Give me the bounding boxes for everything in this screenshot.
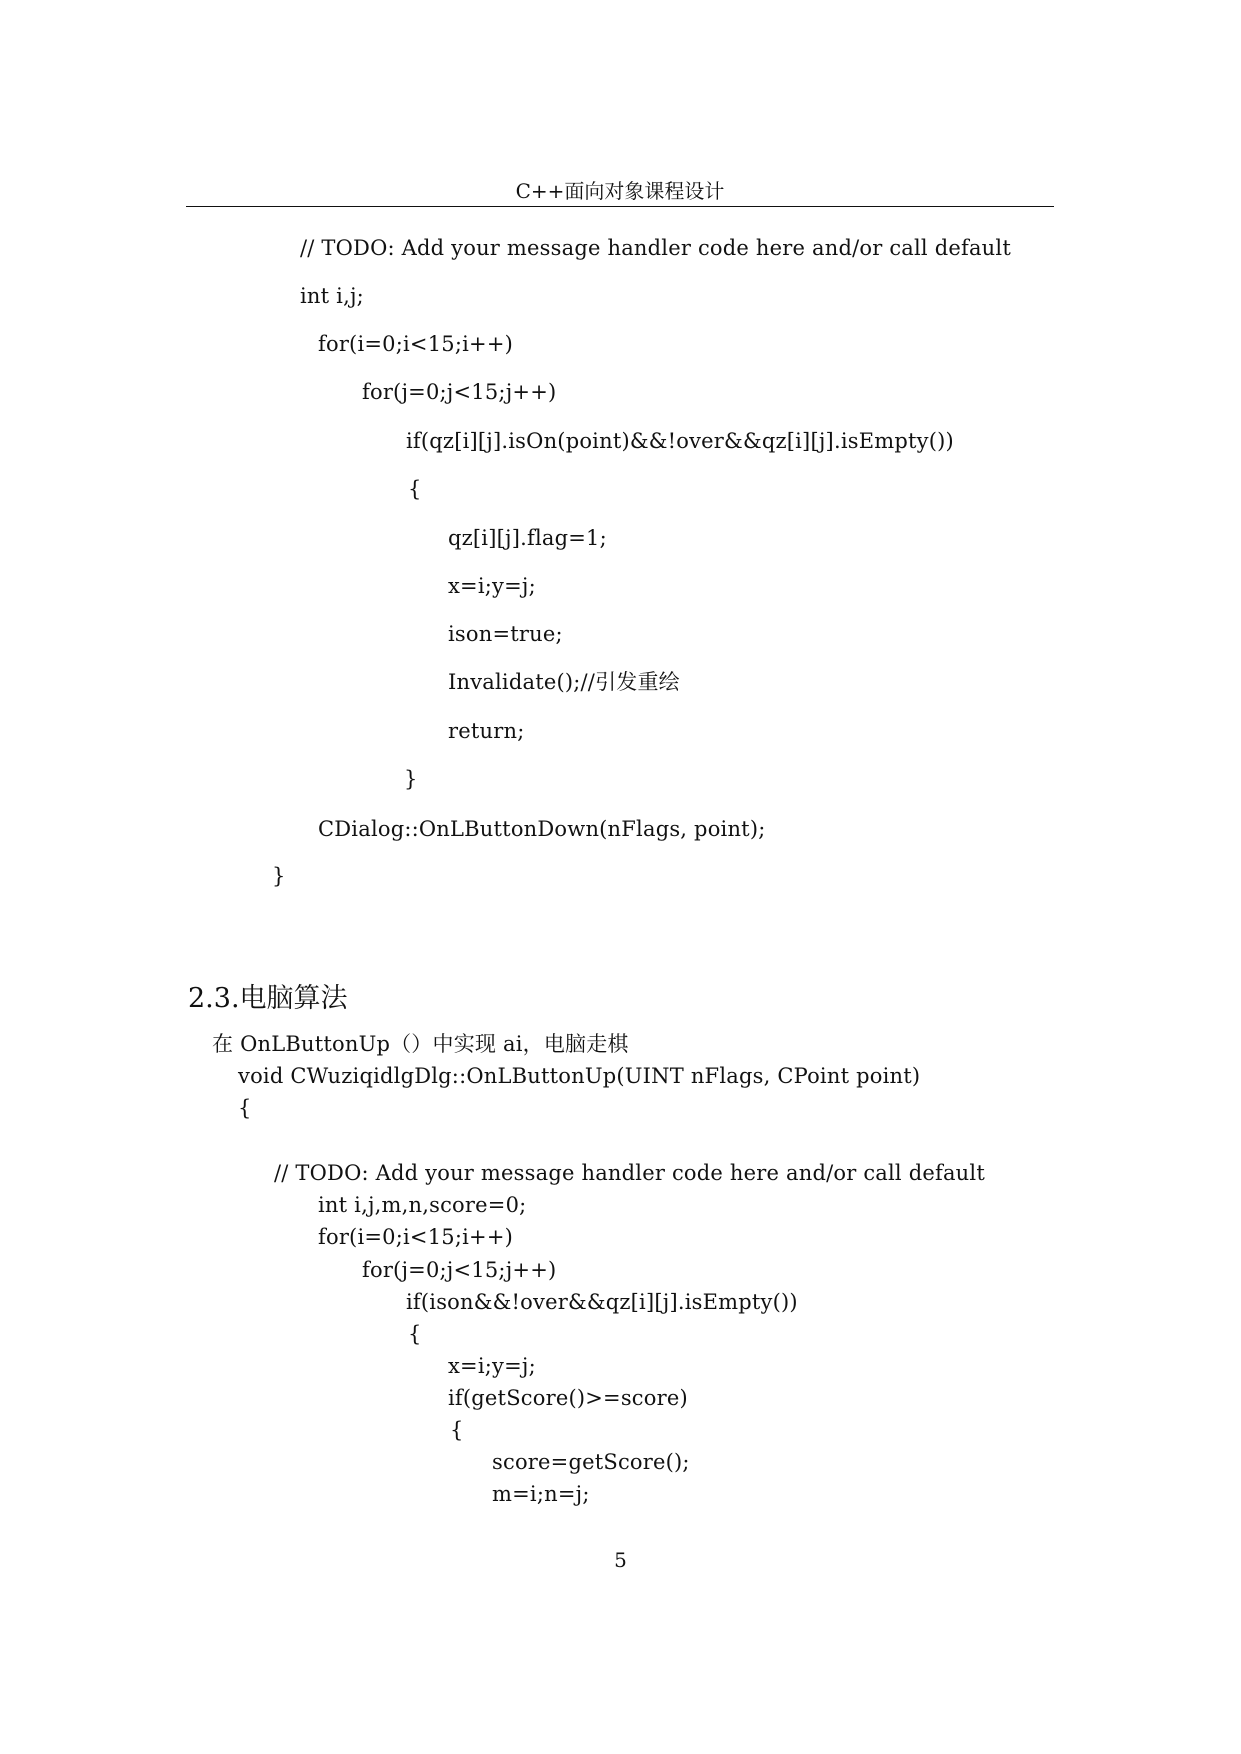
code-line: if(getScore()>=score): [448, 1386, 688, 1410]
code-line: CDialog::OnLButtonDown(nFlags, point);: [318, 817, 766, 841]
code-line: ison=true;: [448, 622, 563, 646]
page-header-title: C++面向对象课程设计: [515, 179, 725, 203]
code-line: {: [408, 1322, 422, 1346]
code-line: // TODO: Add your message handler code here and/or call default: [300, 236, 1011, 260]
code-line: score=getScore();: [492, 1450, 690, 1474]
code-line: }: [404, 767, 418, 791]
code-line: x=i;y=j;: [448, 574, 536, 598]
code-line: return;: [448, 719, 525, 743]
code-line: m=i;n=j;: [492, 1482, 590, 1506]
code-line: if(ison&&!over&&qz[i][j].isEmpty()): [406, 1290, 798, 1314]
code-line: void CWuziqidlgDlg::OnLButtonUp(UINT nFlags, CPoint point): [238, 1064, 921, 1088]
section-heading: 2.3.电脑算法: [188, 983, 348, 1014]
code-line: for(j=0;j<15;j++): [362, 1258, 557, 1282]
code-line: for(j=0;j<15;j++): [362, 380, 557, 404]
code-line: {: [238, 1096, 252, 1120]
code-line: {: [450, 1418, 464, 1442]
page-number: 5: [614, 1548, 627, 1572]
code-line: int i,j;: [300, 284, 364, 308]
code-line: if(qz[i][j].isOn(point)&&!over&&qz[i][j].isEmpty()): [406, 429, 954, 453]
code-line: // TODO: Add your message handler code here and/or call default: [274, 1161, 985, 1185]
code-line: for(i=0;i<15;i++): [318, 1225, 514, 1249]
section-intro: 在 OnLButtonUp（）中实现 ai，电脑走棋: [212, 1032, 629, 1056]
code-line: int i,j,m,n,score=0;: [318, 1193, 527, 1217]
code-line: Invalidate();//引发重绘: [448, 670, 680, 694]
header-divider: [186, 206, 1054, 207]
code-line: x=i;y=j;: [448, 1354, 536, 1378]
code-line: }: [272, 864, 286, 888]
code-line: for(i=0;i<15;i++): [318, 332, 514, 356]
code-line: {: [408, 477, 422, 501]
code-line: qz[i][j].flag=1;: [448, 526, 607, 550]
